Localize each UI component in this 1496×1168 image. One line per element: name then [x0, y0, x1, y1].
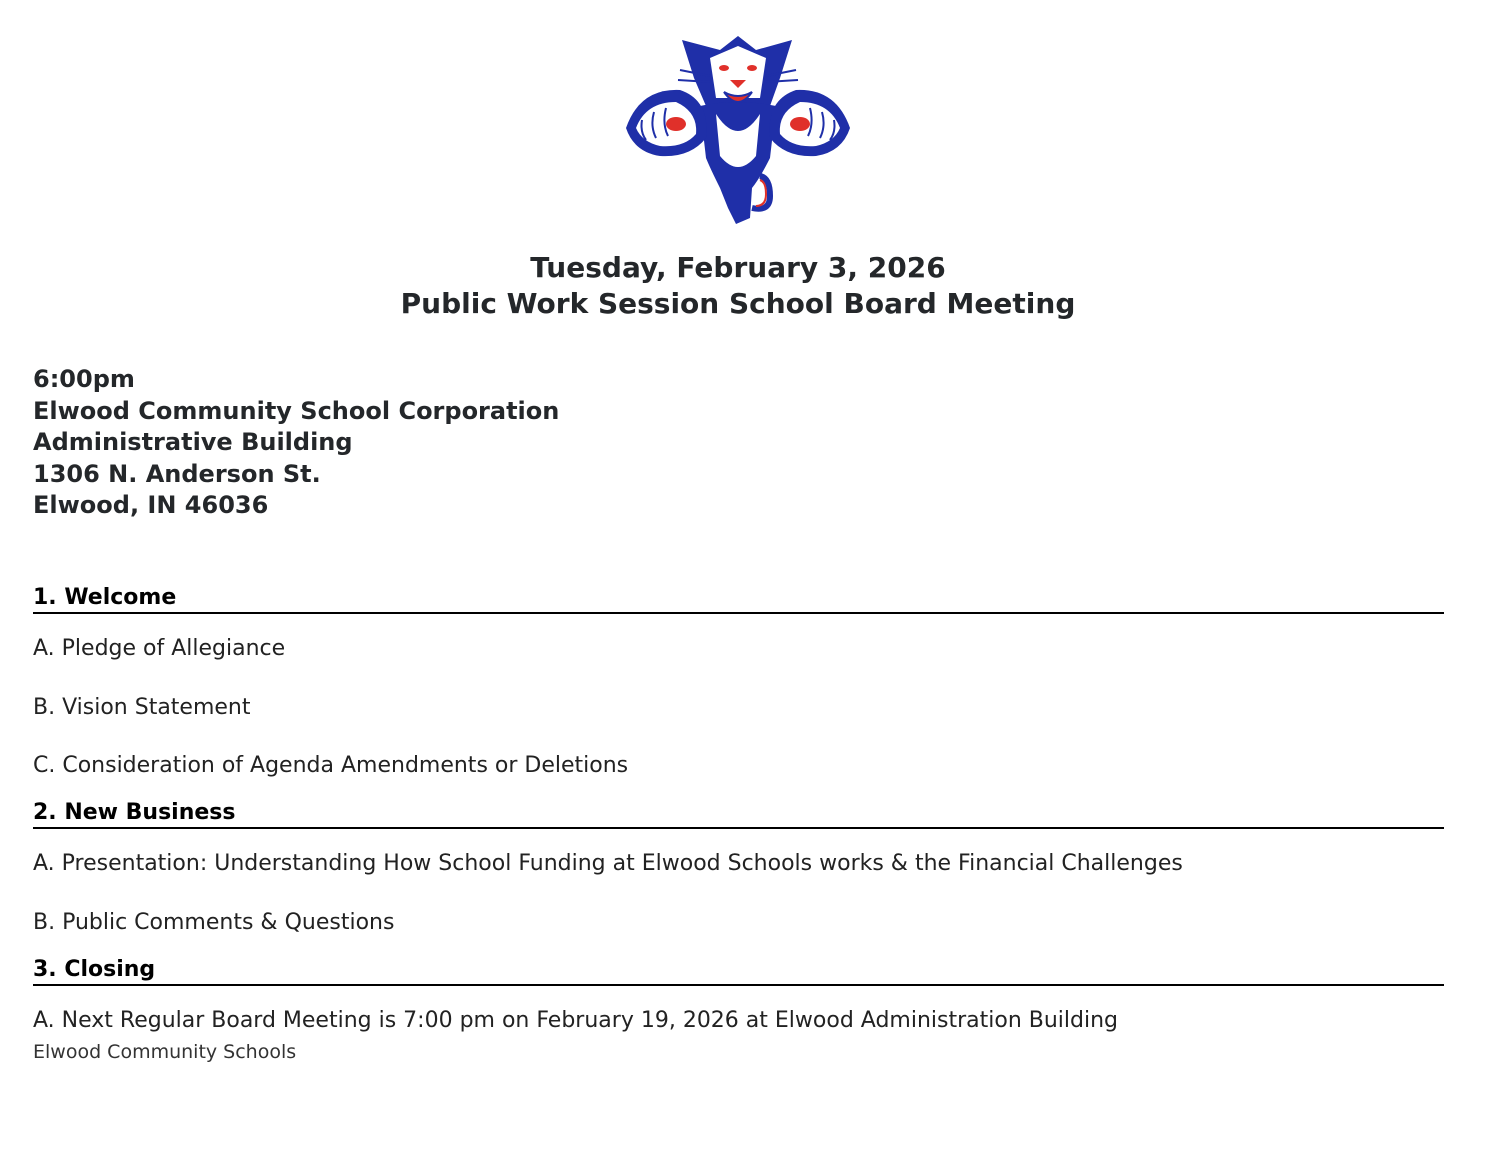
agenda-item: A. Pledge of Allegiance — [33, 636, 286, 661]
meeting-header — [0, 250, 1476, 322]
building-name: Administrative Building — [33, 428, 353, 456]
agenda-section-welcome — [33, 584, 1444, 781]
agenda-item: C. Consideration of Agenda Amendments or Deletions — [33, 753, 629, 778]
agenda-section-new-business — [33, 799, 1444, 938]
organization-name: Elwood Community School Corporation — [33, 396, 560, 425]
footer-organization: Elwood Community Schools — [33, 1041, 297, 1063]
agenda-item: B. Vision Statement — [33, 694, 251, 720]
panther-mascot-icon — [620, 28, 856, 226]
section-heading: 1. Welcome — [33, 584, 1444, 614]
meeting-title: Public Work Session School Board Meeting — [400, 287, 1076, 320]
agenda-section-closing — [33, 956, 1444, 1036]
meeting-date: Tuesday, February 3, 2026 — [530, 251, 946, 284]
city-state-zip: Elwood, IN 46036 — [33, 491, 269, 519]
agenda-item: A. Presentation: Understanding How School Funding at Elwood Schools works & the Financial Challenges — [33, 851, 1183, 876]
panther-logo — [620, 28, 856, 226]
section-heading: 2. New Business — [33, 799, 1444, 829]
meeting-location — [33, 364, 559, 522]
meeting-time: 6:00pm — [33, 365, 135, 393]
street-address: 1306 N. Anderson St. — [33, 459, 321, 488]
agenda — [33, 584, 1444, 1064]
section-heading: 3. Closing — [33, 956, 1444, 986]
agenda-item: A. Next Regular Board Meeting is 7:00 pm on February 19, 2026 at Elwood Administration Building — [33, 1007, 1119, 1033]
agenda-item: B. Public Comments & Questions — [33, 909, 395, 935]
